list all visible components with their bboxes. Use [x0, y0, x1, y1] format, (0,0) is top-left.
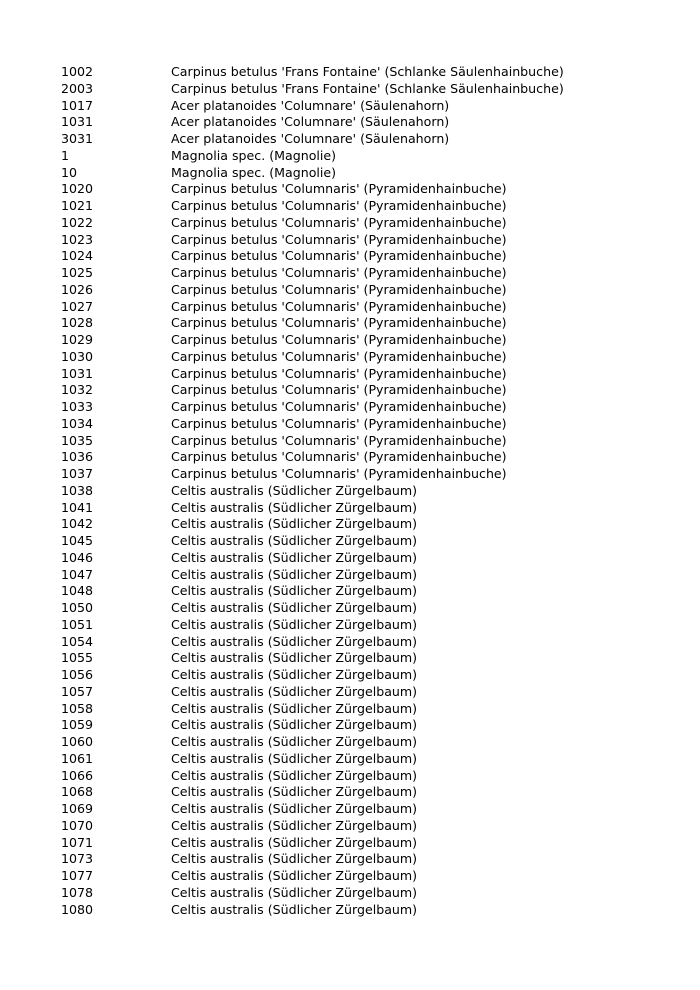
tree-number: 1050	[61, 600, 94, 615]
tree-species: Celtis australis (Südlicher Zürgelbaum)	[171, 499, 418, 515]
tree-species: Carpinus betulus 'Frans Fontaine' (Schlanke Säulenhainbuche)	[171, 64, 564, 79]
tree-number: 1027	[61, 298, 94, 314]
tree-number: 1036	[61, 449, 94, 465]
tree-species: Carpinus betulus 'Columnaris' (Pyramidenhainbuche)	[171, 449, 507, 465]
list-item	[61, 734, 564, 751]
list-item	[61, 684, 564, 701]
list-item	[61, 366, 564, 383]
list-item	[61, 131, 564, 148]
tree-species: Acer platanoides 'Columnare' (Säulenahorn)	[171, 97, 450, 113]
tree-number: 1078	[61, 884, 94, 900]
tree-species: Celtis australis (Südlicher Zürgelbaum)	[171, 533, 418, 548]
list-item	[61, 667, 564, 684]
tree-species: Carpinus betulus 'Columnaris' (Pyramidenhainbuche)	[171, 198, 507, 213]
list-item	[61, 768, 564, 785]
tree-number: 1031	[61, 114, 94, 130]
tree-number: 1042	[61, 516, 94, 532]
tree-number: 1022	[61, 214, 94, 230]
tree-species: Celtis australis (Südlicher Zürgelbaum)	[171, 901, 418, 917]
tree-number: 1068	[61, 784, 94, 800]
tree-number: 1038	[61, 482, 94, 498]
list-item	[61, 902, 564, 919]
tree-number: 1024	[61, 248, 94, 264]
tree-species: Carpinus betulus 'Columnaris' (Pyramidenhainbuche)	[171, 281, 507, 297]
tree-species: Celtis australis (Südlicher Zürgelbaum)	[171, 868, 418, 883]
tree-number: 1070	[61, 817, 94, 833]
tree-species: Magnolia spec. (Magnolie)	[171, 164, 337, 180]
tree-species: Carpinus betulus 'Columnaris' (Pyramidenhainbuche)	[171, 382, 507, 398]
tree-number: 1058	[61, 700, 94, 716]
tree-species: Acer platanoides 'Columnare' (Säulenahorn)	[171, 114, 450, 130]
tree-species: Celtis australis (Südlicher Zürgelbaum)	[171, 834, 418, 850]
tree-species: Carpinus betulus 'Columnaris' (Pyramidenhainbuche)	[171, 432, 507, 448]
tree-species: Celtis australis (Südlicher Zürgelbaum)	[171, 549, 418, 565]
tree-number: 1017	[61, 97, 94, 113]
tree-number: 1066	[61, 767, 94, 783]
list-item	[61, 835, 564, 852]
tree-number: 1035	[61, 432, 94, 448]
list-item	[61, 483, 564, 500]
tree-species: Acer platanoides 'Columnare' (Säulenahorn)	[171, 131, 450, 146]
tree-number: 1002	[61, 64, 94, 79]
list-item	[61, 148, 564, 165]
tree-species: Celtis australis (Südlicher Zürgelbaum)	[171, 683, 418, 699]
tree-species: Carpinus betulus 'Columnaris' (Pyramidenhainbuche)	[171, 231, 507, 247]
list-item	[61, 600, 564, 617]
list-item	[61, 701, 564, 718]
tree-species: Celtis australis (Südlicher Zürgelbaum)	[171, 583, 418, 599]
list-item	[61, 533, 564, 550]
tree-number: 1073	[61, 851, 94, 867]
tree-number: 3031	[61, 131, 94, 146]
tree-species: Celtis australis (Südlicher Zürgelbaum)	[171, 734, 418, 749]
tree-species: Carpinus betulus 'Columnaris' (Pyramidenhainbuche)	[171, 181, 507, 197]
list-item	[61, 550, 564, 567]
list-item	[61, 81, 564, 98]
list-item	[61, 332, 564, 349]
list-item	[61, 416, 564, 433]
tree-number: 1077	[61, 868, 94, 883]
tree-species: Celtis australis (Südlicher Zürgelbaum)	[171, 650, 418, 666]
list-item	[61, 315, 564, 332]
tree-species: Carpinus betulus 'Columnaris' (Pyramidenhainbuche)	[171, 348, 507, 364]
tree-species: Carpinus betulus 'Columnaris' (Pyramidenhainbuche)	[171, 214, 507, 230]
tree-species: Carpinus betulus 'Columnaris' (Pyramidenhainbuche)	[171, 298, 507, 314]
list-item	[61, 282, 564, 299]
tree-species: Carpinus betulus 'Columnaris' (Pyramidenhainbuche)	[171, 365, 507, 381]
list-item	[61, 64, 564, 81]
list-item	[61, 265, 564, 282]
tree-number: 10	[61, 164, 78, 180]
tree-species: Celtis australis (Südlicher Zürgelbaum)	[171, 667, 418, 682]
tree-species: Carpinus betulus 'Columnaris' (Pyramidenhainbuche)	[171, 248, 507, 264]
tree-number: 1055	[61, 650, 94, 666]
tree-number: 1021	[61, 198, 94, 213]
list-item	[61, 516, 564, 533]
tree-species: Carpinus betulus 'Frans Fontaine' (Schlanke Säulenhainbuche)	[171, 80, 564, 96]
tree-number: 1045	[61, 533, 94, 548]
tree-species: Carpinus betulus 'Columnaris' (Pyramidenhainbuche)	[171, 265, 507, 280]
tree-number: 1059	[61, 717, 94, 733]
list-item	[61, 567, 564, 584]
list-item	[61, 583, 564, 600]
list-item	[61, 299, 564, 316]
list-item	[61, 500, 564, 517]
tree-number: 1061	[61, 750, 94, 766]
tree-number: 1032	[61, 382, 94, 398]
tree-number: 1047	[61, 566, 94, 582]
list-item	[61, 650, 564, 667]
tree-number: 1031	[61, 365, 94, 381]
tree-number: 2003	[61, 80, 94, 96]
list-item	[61, 818, 564, 835]
list-item	[61, 349, 564, 366]
tree-species: Celtis australis (Südlicher Zürgelbaum)	[171, 750, 418, 766]
list-item	[61, 717, 564, 734]
tree-number: 1033	[61, 399, 94, 414]
tree-number: 1030	[61, 348, 94, 364]
tree-species: Carpinus betulus 'Columnaris' (Pyramidenhainbuche)	[171, 332, 507, 347]
tree-species: Celtis australis (Südlicher Zürgelbaum)	[171, 851, 418, 867]
tree-number: 1051	[61, 616, 94, 632]
tree-number: 1023	[61, 231, 94, 247]
list-item	[61, 751, 564, 768]
tree-number: 1020	[61, 181, 94, 197]
tree-species: Celtis australis (Südlicher Zürgelbaum)	[171, 616, 418, 632]
tree-number: 1056	[61, 667, 94, 682]
list-item	[61, 181, 564, 198]
tree-number: 1	[61, 147, 70, 163]
tree-species: Celtis australis (Südlicher Zürgelbaum)	[171, 817, 418, 833]
tree-number: 1080	[61, 901, 94, 917]
tree-number: 1071	[61, 834, 94, 850]
tree-number: 1046	[61, 549, 94, 565]
list-item	[61, 248, 564, 265]
tree-number: 1034	[61, 415, 94, 431]
tree-species: Carpinus betulus 'Columnaris' (Pyramidenhainbuche)	[171, 466, 507, 481]
list-item	[61, 433, 564, 450]
list-item	[61, 449, 564, 466]
list-item	[61, 198, 564, 215]
tree-number: 1041	[61, 499, 94, 515]
tree-species: Celtis australis (Südlicher Zürgelbaum)	[171, 717, 418, 733]
list-item	[61, 466, 564, 483]
tree-species: Celtis australis (Südlicher Zürgelbaum)	[171, 801, 418, 816]
tree-species: Carpinus betulus 'Columnaris' (Pyramidenhainbuche)	[171, 415, 507, 431]
list-item	[61, 232, 564, 249]
tree-number: 1057	[61, 683, 94, 699]
list-item	[61, 851, 564, 868]
tree-number: 1025	[61, 265, 94, 280]
tree-species: Celtis australis (Südlicher Zürgelbaum)	[171, 516, 418, 532]
list-item	[61, 382, 564, 399]
tree-species: Celtis australis (Südlicher Zürgelbaum)	[171, 600, 418, 615]
list-item	[61, 801, 564, 818]
tree-number: 1069	[61, 801, 94, 816]
list-item	[61, 784, 564, 801]
tree-species: Celtis australis (Südlicher Zürgelbaum)	[171, 633, 418, 649]
tree-list	[61, 64, 564, 918]
list-item	[61, 215, 564, 232]
tree-species: Magnolia spec. (Magnolie)	[171, 147, 337, 163]
tree-number: 1060	[61, 734, 94, 749]
tree-number: 1037	[61, 466, 94, 481]
tree-number: 1028	[61, 315, 94, 331]
list-item	[61, 868, 564, 885]
tree-species: Celtis australis (Südlicher Zürgelbaum)	[171, 566, 418, 582]
list-item	[61, 399, 564, 416]
tree-species: Celtis australis (Südlicher Zürgelbaum)	[171, 784, 418, 800]
list-item	[61, 885, 564, 902]
tree-number: 1026	[61, 281, 94, 297]
tree-species: Carpinus betulus 'Columnaris' (Pyramidenhainbuche)	[171, 399, 507, 414]
list-item	[61, 634, 564, 651]
tree-number: 1048	[61, 583, 94, 599]
tree-number: 1029	[61, 332, 94, 347]
tree-species: Celtis australis (Südlicher Zürgelbaum)	[171, 482, 418, 498]
tree-species: Carpinus betulus 'Columnaris' (Pyramidenhainbuche)	[171, 315, 507, 331]
list-item	[61, 114, 564, 131]
list-item	[61, 617, 564, 634]
tree-species: Celtis australis (Südlicher Zürgelbaum)	[171, 700, 418, 716]
tree-number: 1054	[61, 633, 94, 649]
tree-species: Celtis australis (Südlicher Zürgelbaum)	[171, 767, 418, 783]
list-item	[61, 165, 564, 182]
tree-species: Celtis australis (Südlicher Zürgelbaum)	[171, 884, 418, 900]
list-item	[61, 98, 564, 115]
